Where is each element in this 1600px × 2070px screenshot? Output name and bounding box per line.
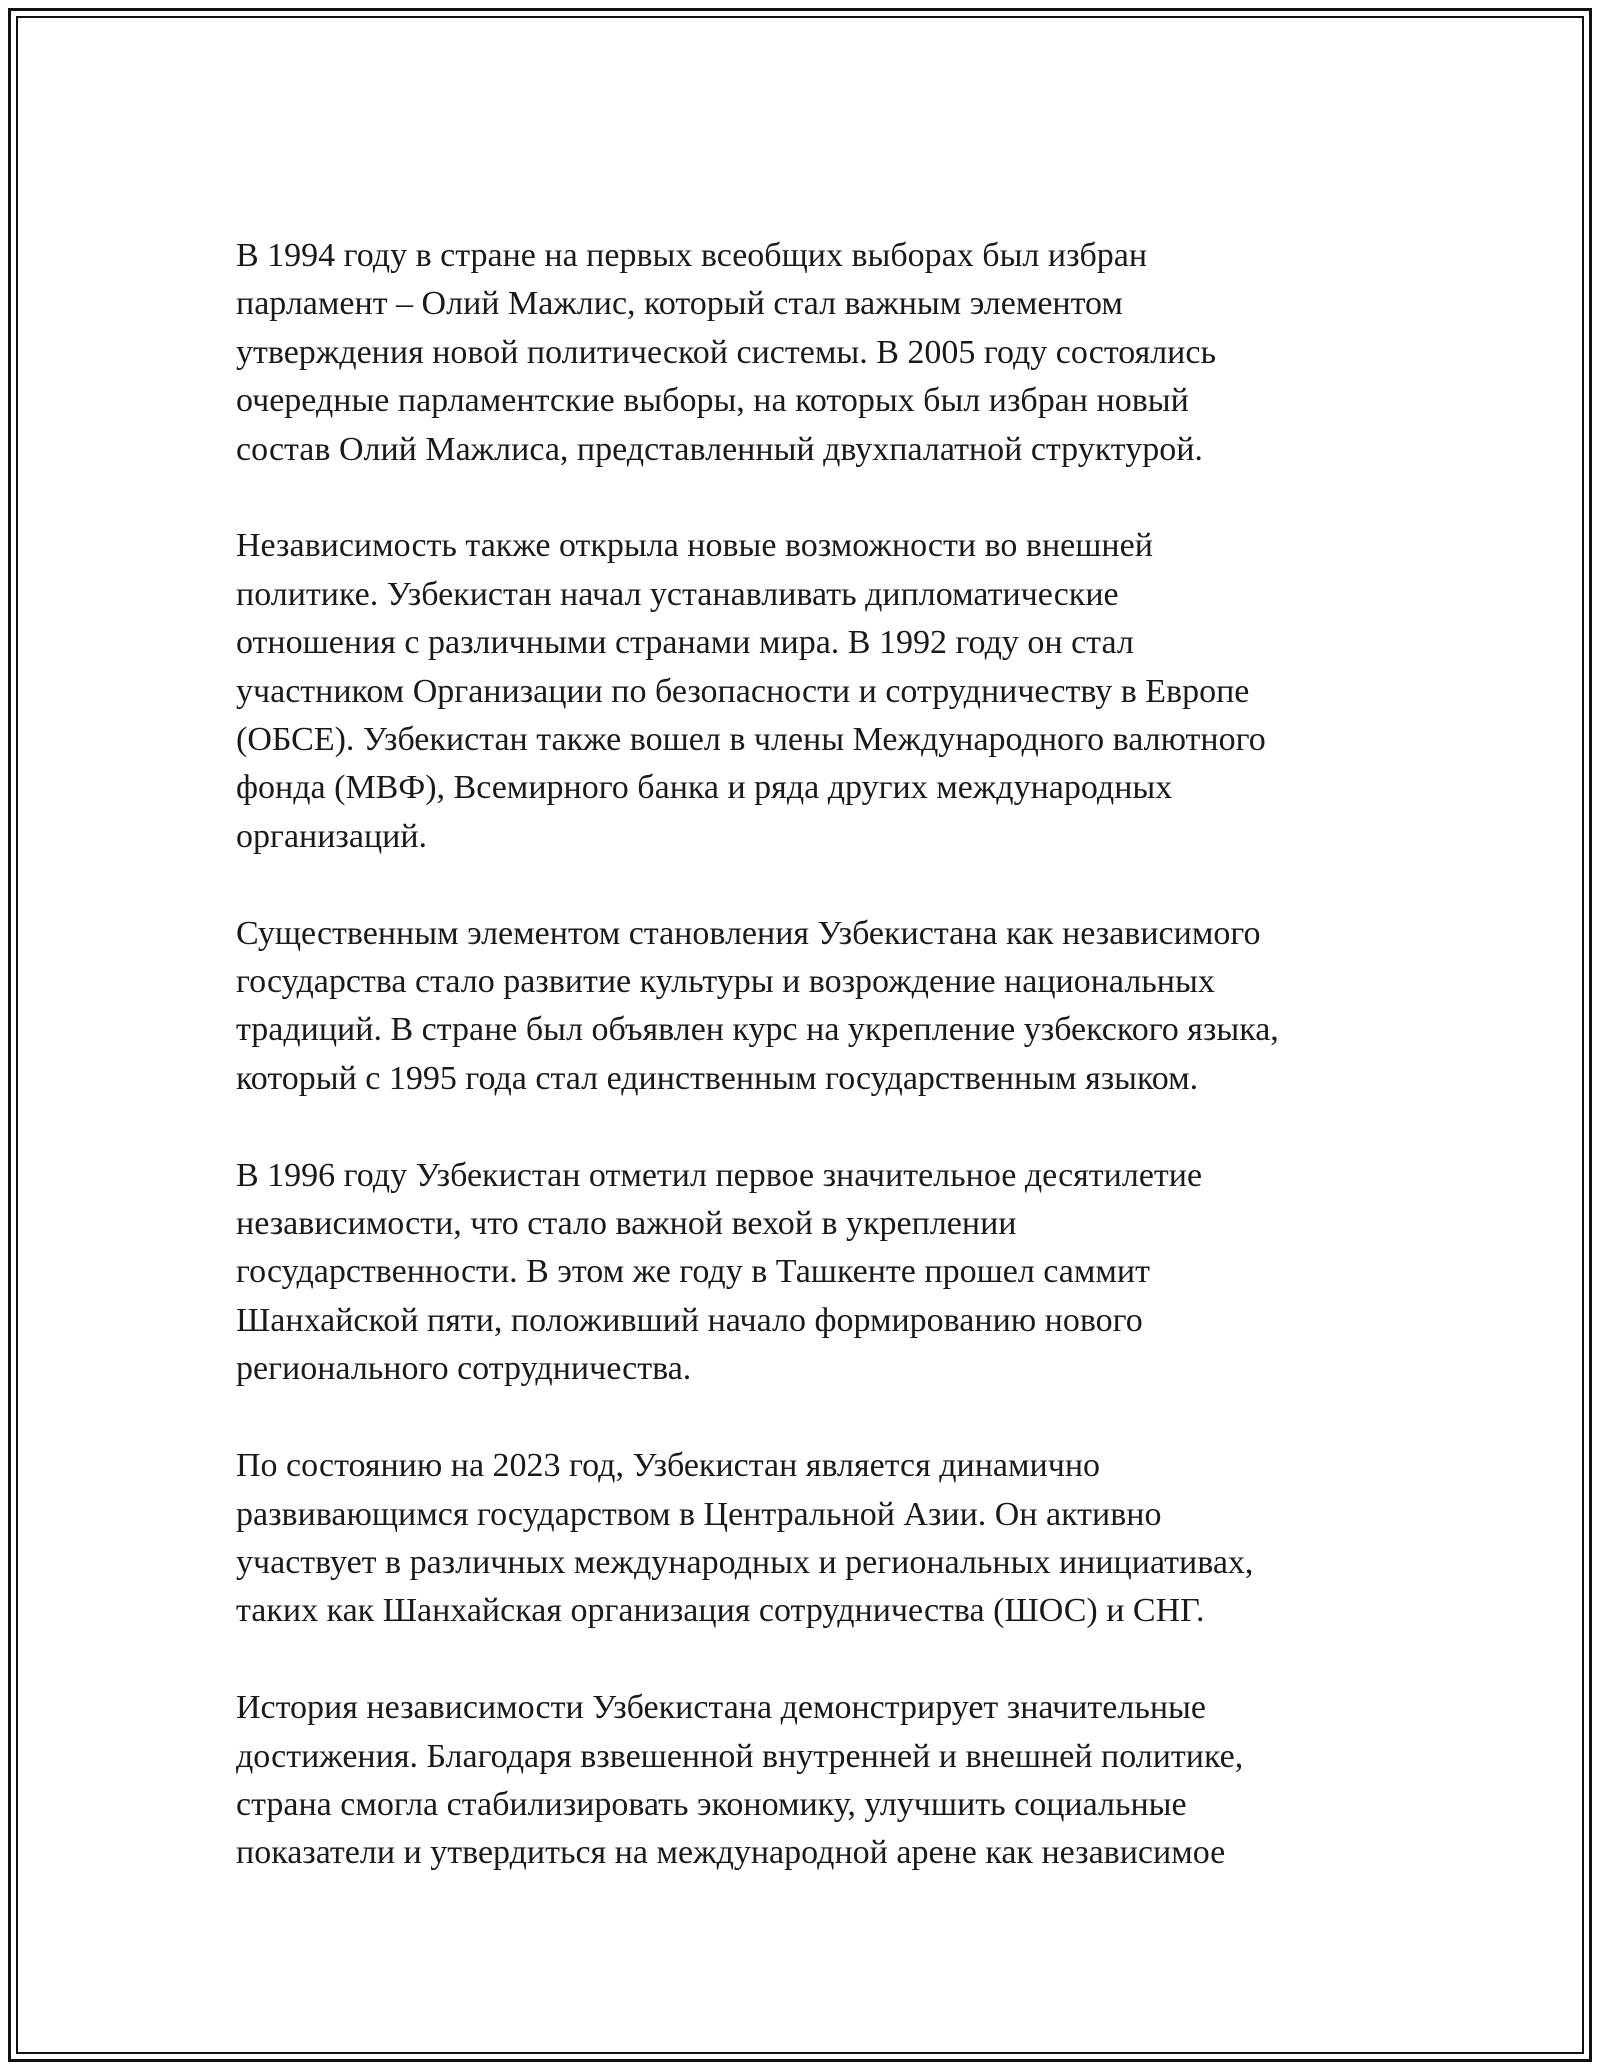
text-line: участвует в различных международных и региональных инициативах,	[236, 1543, 1254, 1581]
paragraph-2023	[236, 1442, 1416, 1636]
paragraph-parliament	[236, 232, 1416, 474]
text-line: регионального сотрудничества.	[236, 1350, 692, 1388]
text-line: развивающимся государством в Центральной Азии. Он активно	[236, 1495, 1162, 1533]
text-line: фонда (МВФ), Всемирного банка и ряда других международных	[236, 769, 1173, 807]
paragraph-history	[236, 1684, 1416, 1878]
text-line: таких как Шанхайская организация сотрудничества (ШОС) и СНГ.	[236, 1592, 1205, 1630]
text-line: государственности. В этом же году в Ташкенте прошел саммит	[236, 1253, 1150, 1291]
text-line: По состоянию на 2023 год, Узбекистан является динамично	[236, 1447, 1101, 1485]
text-line: показатели и утвердиться на международной арене как независимое	[236, 1834, 1226, 1872]
text-line: парламент – Олий Мажлис, который стал важным элементом	[236, 285, 1123, 323]
text-line: очередные парламентские выборы, на которых был избран новый	[236, 382, 1189, 420]
text-line: состав Олий Мажлиса, представленный двухпалатной структурой.	[236, 430, 1203, 468]
text-line: Шанхайской пяти, положивший начало формированию нового	[236, 1301, 1143, 1339]
text-line: традиций. В стране был объявлен курс на укрепление узбекского языка,	[236, 1011, 1279, 1049]
paragraph-decade	[236, 1152, 1416, 1394]
document-body	[236, 232, 1416, 1926]
text-line: Существенным элементом становления Узбекистана как независимого	[236, 914, 1261, 952]
text-line: История независимости Узбекистана демонстрирует значительные	[236, 1689, 1206, 1727]
text-line: независимости, что стало важной вехой в укреплении	[236, 1205, 1017, 1243]
paragraph-culture	[236, 910, 1416, 1104]
text-line: утверждения новой политической системы. В 2005 году состоялись	[236, 333, 1216, 371]
text-line: политике. Узбекистан начал устанавливать дипломатические	[236, 575, 1119, 613]
text-line: В 1994 году в стране на первых всеобщих выборах был избран	[236, 237, 1148, 274]
text-line: участником Организации по безопасности и сотрудничеству в Европе	[236, 672, 1250, 710]
text-line: Независимость также открыла новые возможности во внешней	[236, 527, 1153, 565]
text-line: страна смогла стабилизировать экономику, улучшить социальные	[236, 1785, 1187, 1823]
text-line: организаций.	[236, 817, 428, 855]
text-line: (ОБСЕ). Узбекистан также вошел в члены Международного валютного	[236, 721, 1266, 759]
paragraph-foreign-policy	[236, 522, 1416, 861]
text-line: который с 1995 года стал единственным государственным языком.	[236, 1059, 1199, 1097]
text-line: достижения. Благодаря взвешенной внутренней и внешней политике,	[236, 1737, 1244, 1775]
text-line: В 1996 году Узбекистан отметил первое значительное десятилетие	[236, 1156, 1203, 1194]
text-line: государства стало развитие культуры и возрождение национальных	[236, 963, 1215, 1001]
text-line: отношения с различными странами мира. В 1992 году он стал	[236, 624, 1134, 662]
